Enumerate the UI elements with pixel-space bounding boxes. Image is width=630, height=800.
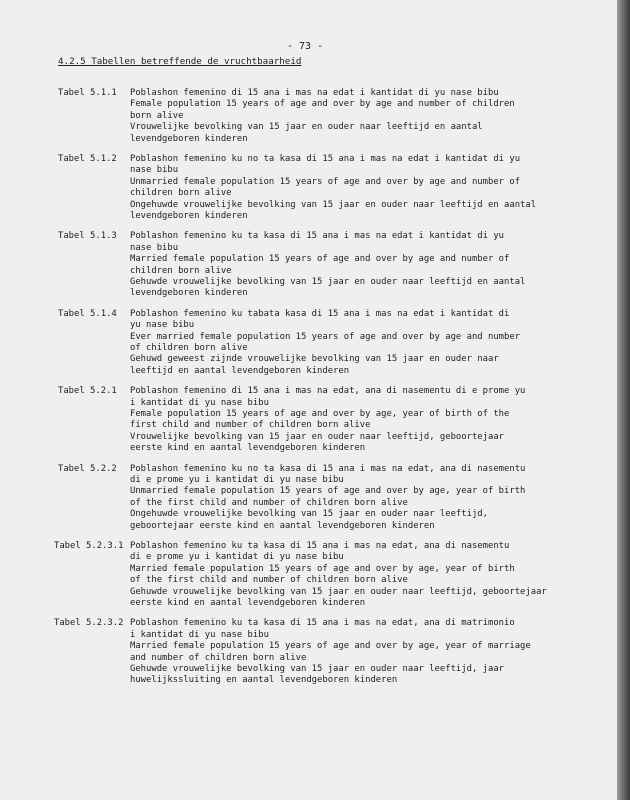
table-title-line: born alive bbox=[130, 110, 184, 121]
table-title-line: yu nase bibu bbox=[130, 320, 195, 331]
table-number: Tabel 5.1.3 bbox=[58, 231, 117, 242]
table-title-line: Married female population 15 years of age and over by age, year of marriage bbox=[130, 641, 531, 652]
table-title-line: leeftijd en aantal levendgeboren kinderen bbox=[130, 365, 350, 376]
table-number: Tabel 5.1.1 bbox=[58, 88, 117, 98]
table-title-line: Unmarried female population 15 years of age and over by age, year of birth bbox=[130, 486, 526, 497]
table-title-line: Poblashon femenino ku ta kasa di 15 ana i mas na edat, ana di nasementu bbox=[130, 541, 510, 551]
table-number: Tabel 5.1.2 bbox=[58, 154, 117, 164]
table-title-line: i kantidat di yu nase bibu bbox=[130, 397, 269, 408]
table-title-line: Unmarried female population 15 years of age and over by age and number of bbox=[130, 176, 521, 187]
table-title-line: Ongehuwde vrouwelijke bevolking van 15 jaar en ouder naar leeftijd en aantal bbox=[130, 199, 537, 210]
table-title-line: Ever married female population 15 years of age and over by age and number bbox=[130, 331, 521, 342]
table-title-line: Poblashon femenino ku ta kasa di 15 ana i mas na edat i kantidat di yu bbox=[130, 231, 505, 242]
table-number: Tabel 5.2.2 bbox=[58, 463, 117, 474]
table-title-line: Poblashon femenino ku no ta kasa di 15 ana i mas na edat i kantidat di yu bbox=[130, 154, 521, 164]
table-title-line: i kantidat di yu nase bibu bbox=[130, 629, 269, 640]
table-title-line: levendgeboren kinderen bbox=[130, 133, 248, 144]
table-number: Tabel 5.1.4 bbox=[58, 308, 117, 319]
table-title-line: Vrouwelijke bevolking van 15 jaar en ouder naar leeftijd en aantal bbox=[130, 122, 483, 133]
table-number: Tabel 5.2.1 bbox=[58, 386, 117, 397]
table-title-line: Married female population 15 years of age and over by age and number of bbox=[130, 254, 510, 265]
table-title-line: nase bibu bbox=[130, 242, 179, 253]
table-number: Tabel 5.2.3.1 bbox=[54, 541, 124, 551]
table-title-line: children born alive bbox=[130, 265, 232, 276]
table-title-line: Ongehuwde vrouwelijke bevolking van 15 jaar en ouder naar leeftijd, bbox=[130, 509, 488, 520]
table-title-line: Vrouwelijke bevolking van 15 jaar en ouder naar leeftijd, geboortejaar bbox=[130, 431, 505, 442]
table-title-line: Poblashon femenino di 15 ana i mas na edat, ana di nasementu di e prome yu bbox=[130, 386, 526, 397]
table-title-line: of children born alive bbox=[130, 343, 248, 354]
table-title-line: Married female population 15 years of age and over by age, year of birth bbox=[130, 563, 515, 574]
table-title-line: Gehuwde vrouwelijke bevolking van 15 jaar en ouder naar leeftijd en aantal bbox=[130, 277, 526, 288]
table-title-line: geboortejaar eerste kind en aantal levendgeboren kinderen bbox=[130, 520, 435, 531]
table-title-line: of the first child and number of children born alive bbox=[130, 575, 408, 586]
table-title-line: Female population 15 years of age and over by age and number of children bbox=[130, 99, 515, 110]
table-title-line: Poblashon femenino ku tabata kasa di 15 ana i mas na edat i kantidat di bbox=[130, 308, 510, 319]
table-title-line: eerste kind en aantal levendgeboren kinderen bbox=[130, 443, 366, 454]
table-title-line: Poblashon femenino ku ta kasa di 15 ana i mas na edat, ana di matrimonio bbox=[130, 618, 515, 629]
table-title-line: Female population 15 years of age and over by age, year of birth of the bbox=[130, 409, 510, 419]
table-title-line: levendgeboren kinderen bbox=[130, 211, 248, 222]
table-title-line: first child and number of children born alive bbox=[130, 420, 371, 431]
table-number: Tabel 5.2.3.2 bbox=[54, 618, 124, 629]
table-title-line: children born alive bbox=[130, 188, 232, 199]
table-title-line: Poblashon femenino ku no ta kasa di 15 ana i mas na edat, ana di nasementu bbox=[130, 463, 526, 474]
table-title-line: di e prome yu i kantidat di yu nase bibu bbox=[130, 475, 344, 485]
table-title-line: Gehuwd geweest zijnde vrouwelijke bevolking van 15 jaar en ouder naar bbox=[130, 354, 499, 365]
table-title-line: and number of children born alive bbox=[130, 652, 307, 663]
table-title-line: di e prome yu i kantidat di yu nase bibu bbox=[130, 552, 344, 563]
table-title-line: Gehuwde vrouwelijke bevolking van 15 jaar en ouder naar leeftijd, jaar bbox=[130, 664, 505, 675]
table-title-line: of the first child and number of children born alive bbox=[130, 497, 408, 508]
section-heading: 4.2.5 Tabellen betreffende de vruchtbaarheid bbox=[58, 56, 302, 67]
table-title-line: huwelijkssluiting en aantal levendgeboren kinderen bbox=[130, 675, 398, 686]
table-title-line: eerste kind en aantal levendgeboren kinderen bbox=[130, 598, 366, 609]
table-title-line: Poblashon femenino di 15 ana i mas na edat i kantidat di yu nase bibu bbox=[130, 88, 499, 98]
table-title-line: nase bibu bbox=[130, 165, 179, 176]
table-title-line: Gehuwde vrouwelijke bevolking van 15 jaar en ouder naar leeftijd, geboortejaar bbox=[130, 586, 547, 597]
scan-edge bbox=[617, 0, 630, 800]
page-number: - 73 - bbox=[287, 41, 324, 52]
table-title-line: levendgeboren kinderen bbox=[130, 288, 248, 299]
